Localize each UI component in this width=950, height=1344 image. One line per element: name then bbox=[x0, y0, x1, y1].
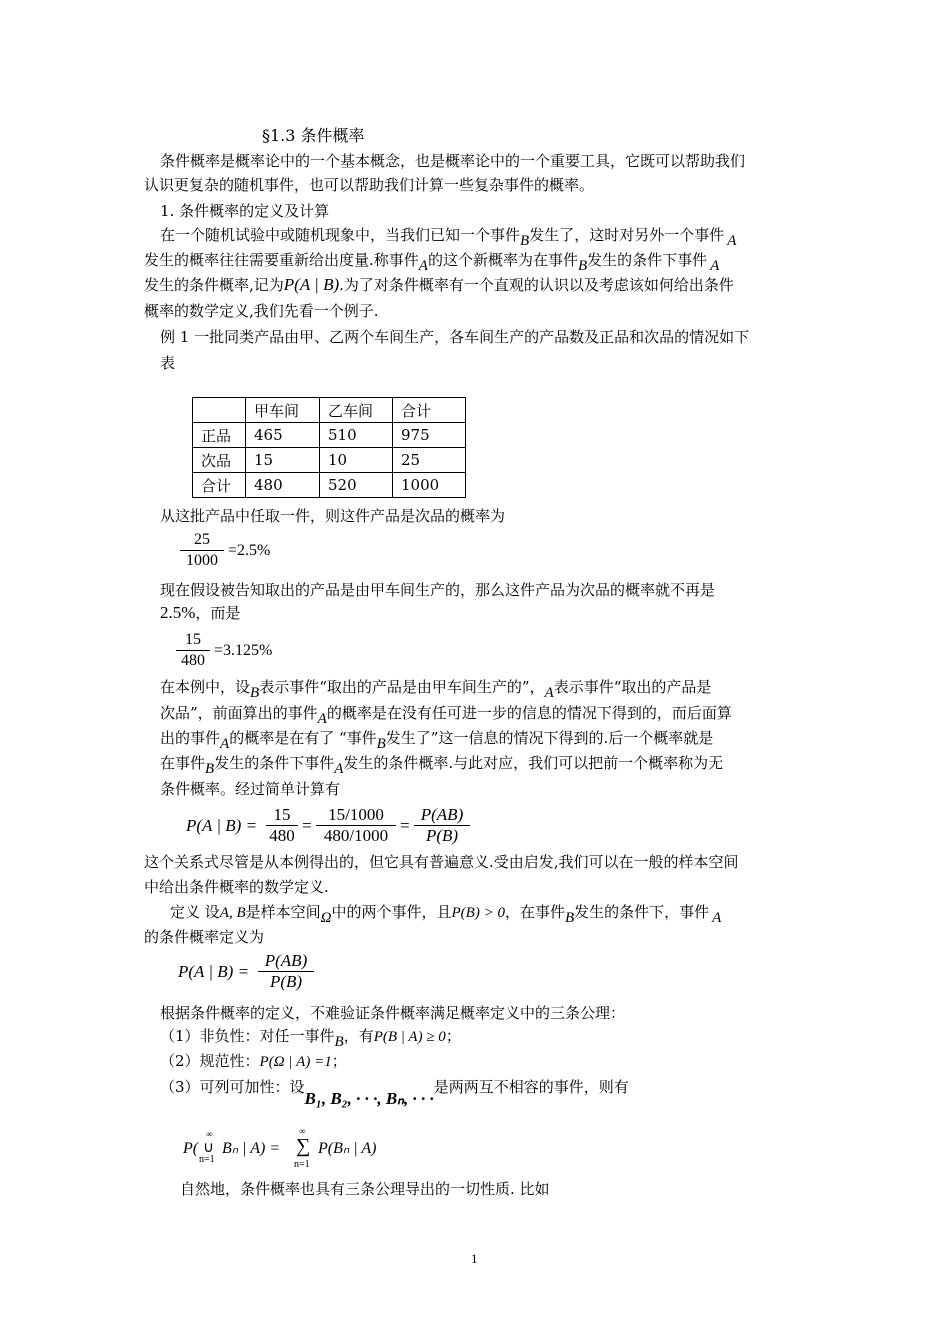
para1-line-2 bbox=[144, 250, 720, 274]
page-number: 1 bbox=[471, 1251, 478, 1266]
page-title: §1.3 条件概率 bbox=[262, 126, 365, 145]
omega-symbol: Ω bbox=[320, 910, 332, 926]
para3-line-1 bbox=[160, 677, 712, 701]
para3-text: 的概率是在没有任可进一步的信息的情况下得到的，而后面算 bbox=[326, 704, 732, 722]
var-b: B bbox=[520, 233, 530, 249]
conditional-prob-expr: P(A | B) bbox=[283, 275, 340, 294]
var-a: A bbox=[712, 910, 722, 926]
para3-text: 出的事件 bbox=[160, 729, 221, 747]
para3-text: 表示事件“取出的产品是 bbox=[553, 678, 712, 696]
sum-symbol: ∑ bbox=[296, 1135, 311, 1157]
definition-line-1 bbox=[170, 902, 722, 926]
para3-text: 发生的条件概率.与此对应，我们可以把前一个概率称为无 bbox=[343, 754, 724, 772]
table-row bbox=[193, 473, 466, 498]
table-cell: 合计 bbox=[193, 473, 246, 498]
table-cell: 510 bbox=[320, 423, 393, 448]
equation-1-fraction-1 bbox=[266, 805, 298, 846]
var-a: A bbox=[418, 258, 428, 274]
para1-line-1 bbox=[160, 225, 737, 249]
table-row bbox=[193, 423, 466, 448]
fraction-numerator: 25 bbox=[194, 531, 210, 548]
para3-text: 发生的条件下事件 bbox=[214, 754, 335, 772]
para1-text: 发生的概率往往需要重新给出度量.称事件 bbox=[144, 251, 419, 269]
table-cell: 975 bbox=[393, 423, 466, 448]
definition-line-2: 的条件概率定义为 bbox=[144, 928, 265, 946]
axiom-text: （2）规范性： bbox=[160, 1052, 260, 1070]
union-lower-limit: n=1 bbox=[199, 1154, 215, 1165]
table-cell: 520 bbox=[320, 473, 393, 498]
fraction-result: =2.5% bbox=[228, 542, 271, 559]
equation-1-fraction-2 bbox=[316, 805, 396, 846]
para3-line-5: 条件概率。经过简单计算有 bbox=[160, 780, 341, 798]
definition-text: 定义 设 bbox=[170, 903, 220, 921]
table-header: 乙车间 bbox=[320, 398, 393, 423]
var-ab: A, B bbox=[219, 905, 246, 921]
para2-line-1: 现在假设被告知取出的产品是由甲车间生产的，那么这件产品为次品的概率就不再是 bbox=[160, 581, 716, 599]
equation-3-p: P( bbox=[183, 1140, 199, 1157]
para1-text: 发生了，这时对另外一个事件 bbox=[529, 226, 725, 244]
axiom-text: （1）非负性：对任一事件 bbox=[160, 1027, 335, 1045]
after-table-text: 从这批产品中任取一件，则这件产品是次品的概率为 bbox=[160, 507, 506, 525]
para1-text: .为了对条件概率有一个直观的认识以及考虑该如何给出条件 bbox=[339, 276, 734, 294]
para1-text: 发生的条件概率,记为 bbox=[144, 276, 284, 294]
equation-3-rhs: P(Bₙ | A) bbox=[318, 1140, 377, 1157]
axiom-text: ； bbox=[445, 1027, 461, 1045]
definition-text: ，在事件 bbox=[504, 903, 565, 921]
var-a: A bbox=[727, 233, 737, 249]
para3-text: 的概率是在有了 “事件 bbox=[229, 729, 377, 747]
equation-1-fraction-3 bbox=[414, 805, 470, 846]
example-line-2: 表 bbox=[160, 354, 176, 372]
var-a: A bbox=[710, 258, 720, 274]
fraction-denominator: 480 bbox=[181, 652, 205, 669]
sum-lower-limit: n=1 bbox=[294, 1159, 310, 1170]
fraction-25-1000 bbox=[180, 530, 224, 571]
definition-text: 发生的条件下，事件 bbox=[574, 903, 710, 921]
var-b: B bbox=[205, 761, 215, 777]
var-a: A bbox=[317, 711, 327, 727]
para4-line-2: 中给出条件概率的数学定义. bbox=[144, 878, 329, 896]
equation-2-lhs: P(A | B) = bbox=[178, 962, 250, 981]
para1-line-4: 概率的数学定义,我们先看一个例子. bbox=[144, 302, 379, 320]
para3-text: 发生了”这一信息的情况下得到的.后一个概率就是 bbox=[385, 729, 714, 747]
table-header: 甲车间 bbox=[246, 398, 320, 423]
table-cell: 15 bbox=[246, 448, 320, 473]
condition-expr: P(B) > 0 bbox=[451, 905, 505, 921]
equation-2-fraction bbox=[258, 951, 314, 992]
definition-text: 是样本空间 bbox=[245, 903, 321, 921]
intro-line-1: 条件概率是概率论中的一个基本概念，也是概率论中的一个重要工具，它既可以帮助我们 bbox=[160, 152, 746, 170]
intro-line-2: 认识更复杂的随机事件，也可以帮助我们计算一些复杂事件的概率。 bbox=[144, 176, 595, 194]
table-cell: 1000 bbox=[393, 473, 466, 498]
para2-line-2 bbox=[160, 603, 240, 623]
product-table bbox=[192, 397, 466, 498]
axioms-intro: 根据条件概率的定义，不难验证条件概率满足概率定义中的三条公理： bbox=[160, 1004, 626, 1022]
para3-text: 表示事件“取出的产品是由甲车间生产的”， bbox=[259, 678, 545, 696]
equation-1-lhs: P(A | B) = bbox=[186, 816, 258, 835]
axiom-2 bbox=[160, 1051, 347, 1072]
table-cell: 480 bbox=[246, 473, 320, 498]
table-cell: 10 bbox=[320, 448, 393, 473]
table-cell: 25 bbox=[393, 448, 466, 473]
var-b: B bbox=[577, 258, 588, 274]
para3-text: 在本例中，设 bbox=[160, 678, 251, 696]
para3-text: 在事件 bbox=[160, 754, 206, 772]
var-b: B bbox=[564, 910, 575, 926]
equals-sign: = bbox=[400, 816, 410, 835]
table-row bbox=[193, 448, 466, 473]
axiom-text: （3）可列可加性：设 bbox=[160, 1078, 305, 1096]
para3-line-4 bbox=[160, 753, 724, 777]
table-cell: 次品 bbox=[193, 448, 246, 473]
var-b: B bbox=[376, 736, 386, 752]
axiom-text: ，有 bbox=[343, 1027, 374, 1045]
union-upper-limit: ∞ bbox=[206, 1129, 213, 1139]
fraction-denominator: 480 bbox=[269, 826, 295, 845]
definition-text: 中的两个事件，且 bbox=[331, 903, 452, 921]
para3-line-3 bbox=[160, 728, 714, 752]
fraction-numerator: 15 bbox=[185, 631, 201, 648]
axiom-expr: P(B | A) ≥ 0 bbox=[373, 1029, 446, 1045]
section-heading: 1. 条件概率的定义及计算 bbox=[160, 202, 330, 220]
fraction-numerator: P(AB) bbox=[264, 951, 308, 970]
var-a: A bbox=[334, 761, 344, 777]
axiom-3 bbox=[160, 1077, 629, 1108]
para1-text: 的这个新概率为在事件 bbox=[427, 251, 578, 269]
fraction-result: =3.125% bbox=[214, 642, 273, 659]
table-cell bbox=[193, 398, 246, 423]
equation-3-mid: Bₙ | A) = bbox=[222, 1140, 281, 1157]
sum-upper-limit: ∞ bbox=[299, 1126, 306, 1136]
fraction-denominator: P(B) bbox=[425, 826, 459, 845]
fraction-denominator: 480/1000 bbox=[323, 826, 389, 845]
fraction-denominator: P(B) bbox=[269, 972, 303, 991]
para1-text: 在一个随机试验中或随机现象中，当我们已知一个事件 bbox=[160, 226, 521, 244]
table-header: 合计 bbox=[393, 398, 466, 423]
example-line-1: 例 1 一批同类产品由甲、乙两个车间生产，各车间生产的产品数及正品和次品的情况如下 bbox=[160, 328, 750, 346]
closing-text: 自然地，条件概率也具有三条公理导出的一切性质. 比如 bbox=[180, 1180, 550, 1198]
fraction-numerator: 15 bbox=[273, 805, 291, 824]
percent-value: 2.5% bbox=[160, 603, 196, 622]
union-symbol: ∪ bbox=[203, 1140, 214, 1156]
axiom-expr: P(Ω | A) =1 bbox=[259, 1054, 332, 1070]
var-a: A bbox=[220, 736, 230, 752]
para1-line-3 bbox=[144, 275, 734, 295]
axiom-text: 是两两互不相容的事件，则有 bbox=[433, 1078, 629, 1096]
table-header-row bbox=[193, 398, 466, 423]
table-cell: 正品 bbox=[193, 423, 246, 448]
var-b: B bbox=[250, 685, 260, 701]
para3-line-2 bbox=[160, 703, 732, 727]
axiom-1 bbox=[160, 1026, 461, 1050]
axiom-text: ； bbox=[331, 1052, 347, 1070]
var-a: A bbox=[544, 685, 554, 701]
para1-text: 发生的条件下事件 bbox=[587, 251, 708, 269]
para3-text: 次品”，前面算出的事件 bbox=[160, 704, 318, 722]
para4-line-1: 这个关系式尽管是从本例得出的，但它具有普遍意义.受由启发,我们可以在一般的样本空间 bbox=[144, 853, 739, 871]
para2-text: ，而是 bbox=[195, 604, 241, 622]
table-cell: 465 bbox=[246, 423, 320, 448]
var-b: B bbox=[334, 1034, 344, 1050]
event-sequence: B₁, B₂, · · ·, Bₙ, · · · bbox=[304, 1089, 434, 1108]
equals-sign: = bbox=[302, 816, 312, 835]
fraction-numerator: P(AB) bbox=[420, 805, 464, 824]
fraction-denominator: 1000 bbox=[186, 552, 218, 569]
fraction-15-480 bbox=[176, 630, 210, 671]
fraction-numerator: 15/1000 bbox=[328, 805, 384, 824]
